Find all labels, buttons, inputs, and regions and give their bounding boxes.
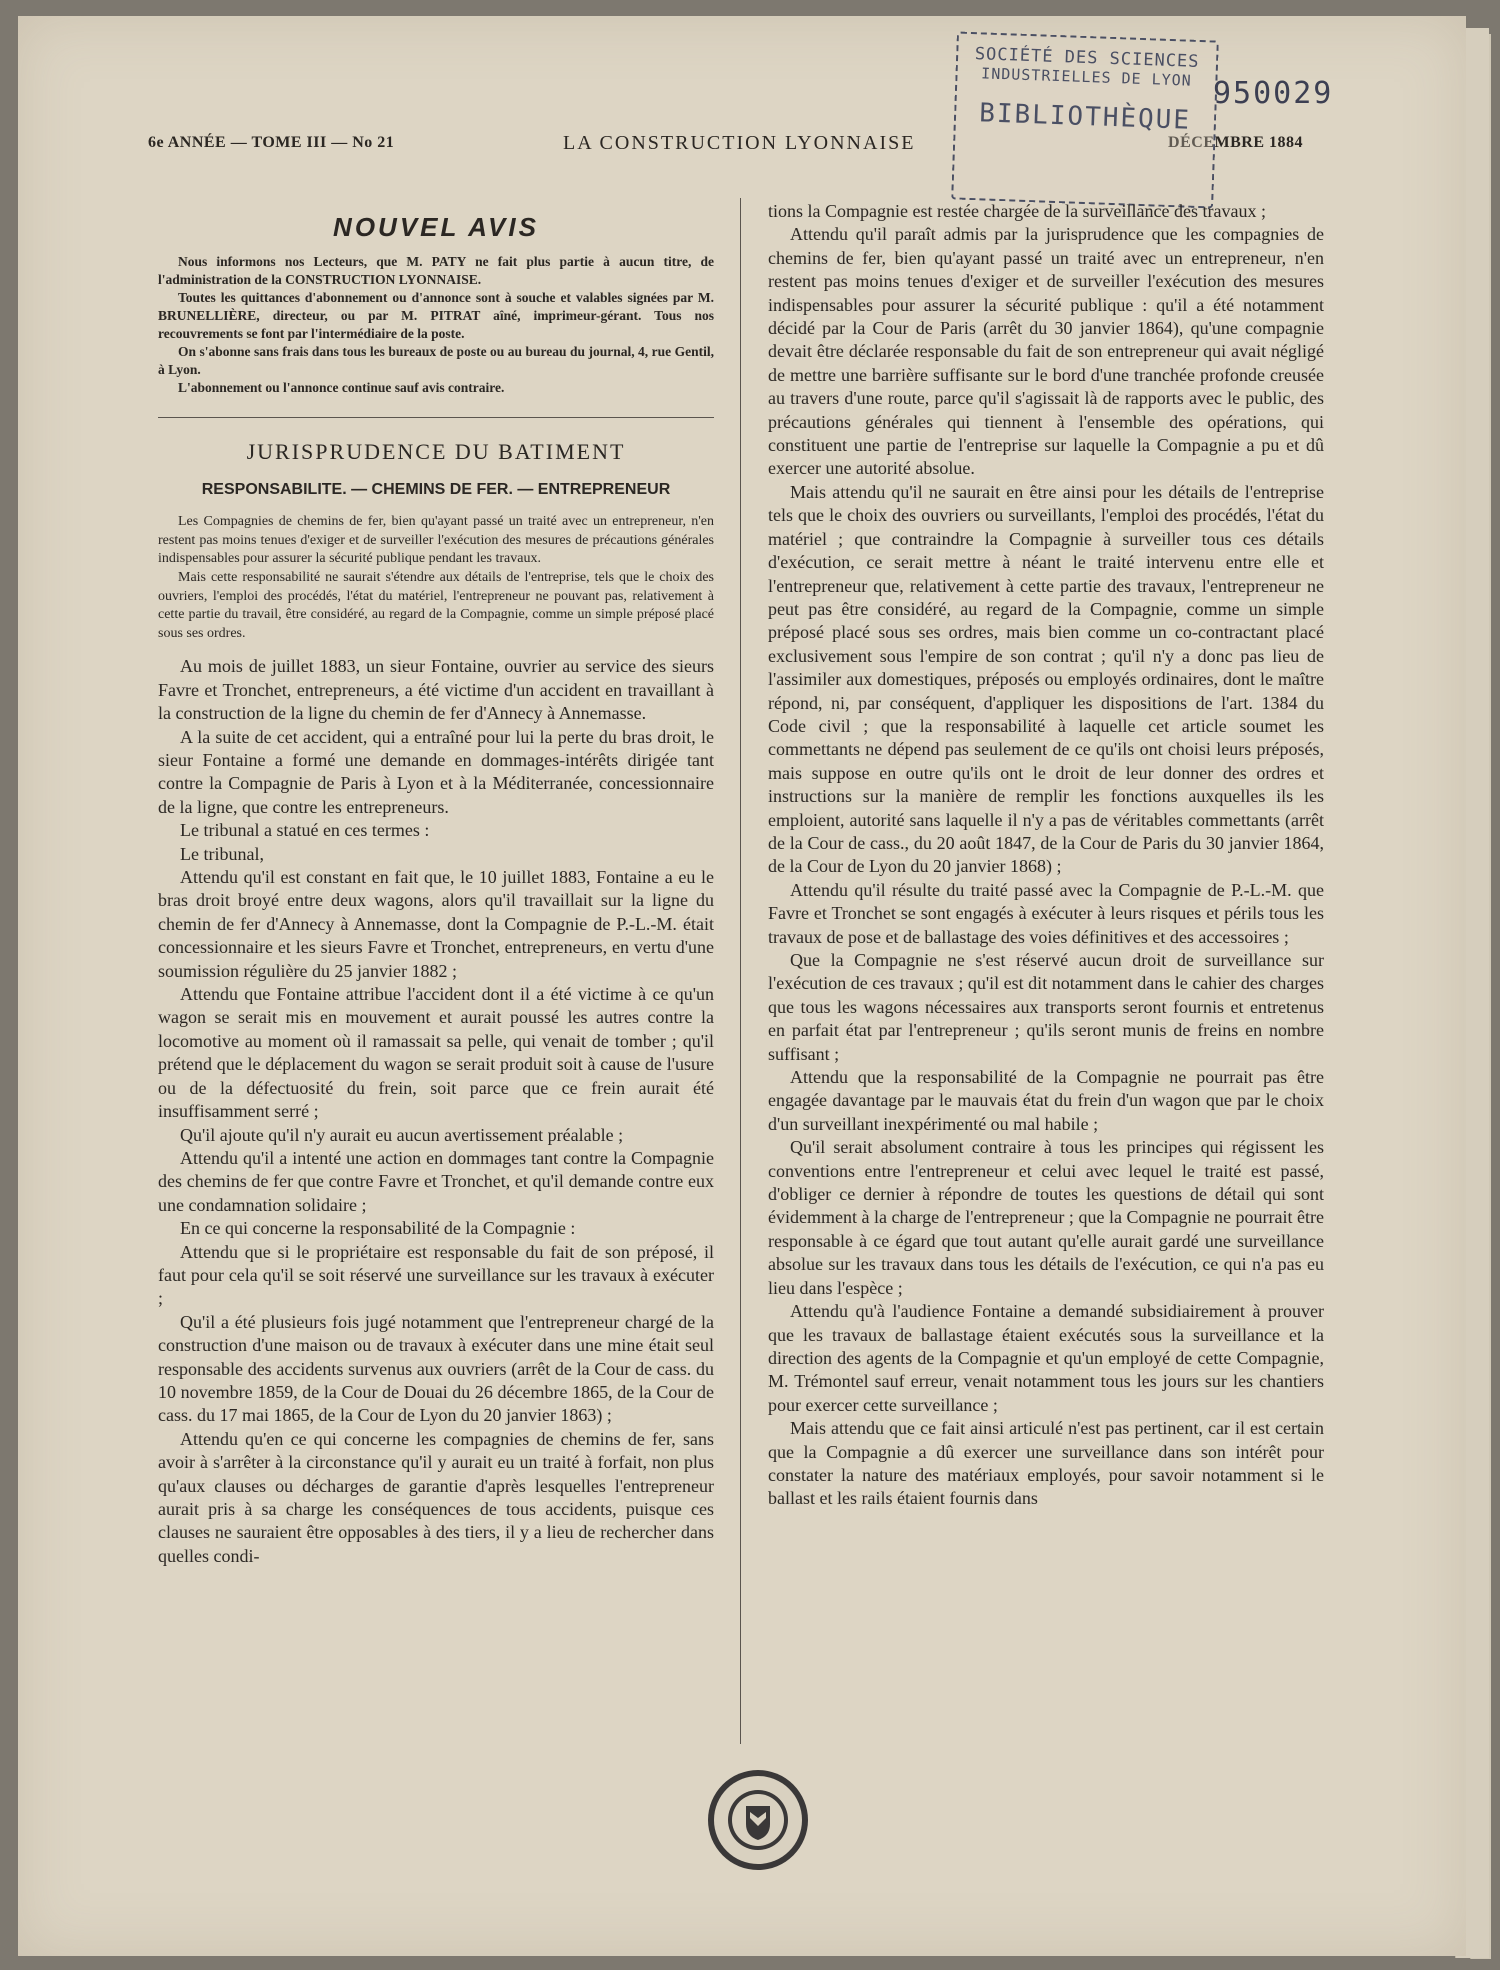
body-paragraph: Le tribunal a statué en ces termes : [180,820,430,841]
stamp-number: 950029 [1213,76,1334,111]
library-stamp [951,31,1219,208]
body-paragraph: Mais attendu que ce fait ainsi articulé n'est pas pertinent, car il est certain que la Compagnie a dû exercer une surveillance dans son intérêt pour constater la nature des matériaux employés, pour savoir notamment si le ballast et les rails étaient fournis dans [768,1418,1324,1509]
article-body-right [768,200,1324,1511]
body-paragraph: Attendu que Fontaine attribue l'accident dont il a été victime à ce qu'un wagon se serait mis en mouvement et aurait poussé les autres contre la locomotive au moment où il ramassait sa pelle, qui venait de tomber ; qu'il prétend que le déplacement du wagon se serait produit soit à cause de l'usure ou de la défectuosité du frein, soit parce que ce frein aurait été insuffisamment serré ; [158,984,714,1122]
article-subtitle: RESPONSABILITE. — CHEMINS DE FER. — ENTREPRENEUR [201,480,671,498]
body-paragraph: Attendu qu'il résulte du traité passé avec la Compagnie de P.-L.-M. que Favre et Tronchet se sont engagés à exécuter à leurs risques et périls tous les travaux de pose et de ballastage des voies définitives et des accessoires ; [768,879,1324,947]
summary-paragraph: Les Compagnies de chemins de fer, bien qu'ayant passé un traité avec un entrepreneur, n'en restent pas moins tenues d'exiger et de surveiller l'exécution des mesures de précautions générales indispensables pour assurer la sécurité publique pendant les travaux. [158,514,714,567]
notice-paragraph: On s'abonne sans frais dans tous les bureaux de poste ou au bureau du journal, 4, rue Gentil, à Lyon. [158,344,714,378]
column-divider [740,198,741,1744]
notice-title: NOUVEL AVIS [333,212,539,242]
body-paragraph: Attendu qu'à l'audience Fontaine a demandé subsidiairement à prouver que les travaux de ballastage étaient exécutés sous la surveillance et la direction des agents de la Compagnie et qu'un employé de cette Compagnie, M. Trémontel sauf erreur, venait notamment tous les jours sur les chantiers pour exercer cette surveillance ; [768,1301,1324,1415]
body-paragraph: Attendu qu'il paraît admis par la jurisprudence que les compagnies de chemins de fer, bien qu'ayant passé un traité avec un entrepreneur, n'en restent pas moins tenues d'exiger et de surveiller l'exécution des mesures indispensables pour assurer la sécurité publique : qu'il a été notamment décidé par la Cour de Paris (arrêt du 30 janvier 1864), qu'une compagnie devait être déclarée responsable du fait de son entrepreneur qui avait négligé de mettre une barrière suffisante sur le bord d'une tranchée profonde creusée au travers d'une route, parce qu'il s'agissait là de rapports avec le public, des précautions générales qui tiennent à l'ensemble des opérations, qui constituent une partie de l'entreprise sur laquelle la Compagnie a pu et dû exercer une autorité absolue. [768,224,1324,479]
body-paragraph: Attendu que si le propriétaire est responsable du fait de son préposé, il faut pour cela qu'il se soit réservé une surveillance sur les travaux à exécuter ; [158,1241,714,1309]
notice-paragraph: L'abonnement ou l'annonce continue sauf avis contraire. [178,380,505,396]
article-body-left [158,655,714,1568]
section-rule [158,417,714,418]
body-paragraph: A la suite de cet accident, qui a entraîné pour lui la perte du bras droit, le sieur Fontaine a formé une demande en dommages-intérêts dirigée tant contre la Compagnie de Paris à Lyon et à la Méditerranée, concessionnaire de la ligne, que contre les entrepreneurs. [158,726,714,817]
body-paragraph: Le tribunal, [180,843,264,864]
body-paragraph: Au mois de juillet 1883, un sieur Fontaine, ouvrier au service des sieurs Favre et Tronchet, entrepreneurs, a été victime d'un accident en travaillant à la construction de la ligne du chemin de fer d'Annecy à Annemasse. [158,656,714,724]
notice-block [158,253,714,397]
notice-paragraph: Nous informons nos Lecteurs, que M. PATY ne fait plus partie à aucun titre, de l'administration de la CONSTRUCTION LYONNAISE. [158,254,714,288]
body-paragraph: Que la Compagnie ne s'est réservé aucun droit de surveillance sur l'exécution de ces travaux ; qu'il est dit notamment dans le cahier des charges que tous les wagons nécessaires aux transports seront fournis et entretenus en parfait état par l'entrepreneur ; qu'ils seront munis de freins en nombre suffisant ; [768,950,1324,1064]
stamp-line-2: INDUSTRIELLES DE LYON [980,64,1193,90]
body-paragraph: Mais attendu qu'il ne saurait en être ainsi pour les détails de l'entreprise tels que le choix des ouvriers ou surveillants, l'emploi des procédés, l'état du matériel ; que contraindre la Compagnie à surveiller tous ces détails d'exécution, ce serait mettre à néant le traité intervenu entre elle et l'entrepreneur que, relativement à cette partie des travaux, l'entrepreneur ne peut pas être considéré, au regard de la Compagnie, comme un simple préposé placé sous ses ordres, mais bien comme un co-contractant placé exclusivement sous l'empire de son contrat ; qu'il n'y a donc pas lieu de l'assimiler aux domestiques, préposés ou employés ordinaires, dont le maître répond, ni, par conséquent, d'appliquer les dispositions de l'art. 1384 du Code civil ; que la responsabilité à laquelle cet article soumet les commettants ne dépend pas seulement de ce qu'ils ont choisi leurs préposés, mais suppose en outre qu'ils ont le droit de leur donner des ordres et instructions sur la manière de remplir les fonctions auxquelles ils les emploient, autorité sans laquelle il n'y a pas de véritables commettants (arrêt de la Cour de cass., du 20 août 1847, de la Cour de Paris du 30 janvier 1864, de la Cour de Lyon du 20 janvier 1868) ; [768,481,1324,877]
library-seal-icon [704,1766,812,1874]
body-paragraph: Qu'il serait absolument contraire à tous les principes qui régissent les conventions entre l'entrepreneur et celui avec lequel le traité est passé, d'obliger ce dernier à répondre de toutes les questions de détail qui sont évidemment à la charge de l'entrepreneur ; que la Compagnie ne pourrait être responsable à ce égard que tout autant qu'elle aurait gardé une surveillance absolue sur les travaux dans tous les détails de l'exécution, ce qui n'a pas eu lieu dans l'espèce ; [768,1137,1324,1298]
article-summary [158,513,714,643]
body-paragraph: Attendu qu'il est constant en fait que, le 10 juillet 1883, Fontaine a eu le bras droit broyé entre deux wagons, alors qu'il travaillait sur la ligne du chemin de fer d'Annecy à Annemasse, dont la Compagnie de P.-L.-M. était concessionnaire et les sieurs Favre et Tronchet, entrepreneurs, en vertu d'une soumission régulière du 25 janvier 1882 ; [158,867,714,981]
article-title: JURISPRUDENCE DU BATIMENT [246,439,626,465]
stamp-line-3: BIBLIOTHÈQUE [978,98,1192,136]
body-paragraph: Qu'il a été plusieurs fois jugé notamment que l'entrepreneur chargé de la construction d'une maison ou de travaux à exécuter dans une mine était seul responsable des accidents survenus aux ouvriers (arrêt de la Cour de cass. du 10 novembre 1859, de la Cour de Douai du 26 décembre 1865, de la Cour de cass. du 17 mai 1865, de la Cour de Lyon du 20 janvier 1863) ; [158,1311,714,1426]
body-paragraph: Attendu qu'en ce qui concerne les compagnies de chemins de fer, sans avoir à s'arrêter à la circonstance qu'il y aurait eu un traité à forfait, non plus qu'aux clauses ou décharges de garantie d'après lesquelles l'entrepreneur aurait pris à sa charge les conséquences de tous accidents, puisque ces clauses ne sauraient être opposables à des tiers, il y a lieu de rechercher dans quelles condi- [158,1428,714,1566]
body-paragraph: En ce qui concerne la responsabilité de la Compagnie : [180,1218,576,1239]
body-paragraph: Qu'il ajoute qu'il n'y aurait eu aucun avertissement préalable ; [180,1124,624,1145]
summary-paragraph: Mais cette responsabilité ne saurait s'étendre aux détails de l'entreprise, tels que le choix des ouvriers, l'emploi des procédés, l'état du matériel, l'entrepreneur ne pouvant pas, relativement à cette partie du travail, être considéré, au regard de la Compagnie, comme un simple préposé placé sous ses ordres. [158,570,714,641]
left-column [158,198,714,1568]
stamp-line-1: SOCIÉTÉ DES SCIENCES [974,44,1200,72]
body-paragraph: Attendu que la responsabilité de la Compagnie ne pourrait pas être engagée davantage par le mauvais état du frein d'un wagon que par le choix d'un surveillant inexpérimenté ou mal habile ; [768,1067,1324,1134]
header-issue: 6e ANNÉE — TOME III — No 21 [148,134,395,151]
body-paragraph: Attendu qu'il a intenté une action en dommages tant contre la Compagnie des chemins de fer que contre Favre et Tronchet, et qu'il demande contre eux une condamnation solidaire ; [158,1147,714,1215]
header-date: DÉCEMBRE 1884 [1168,134,1303,151]
header-journal-title: LA CONSTRUCTION LYONNAISE [563,132,916,154]
notice-paragraph: Toutes les quittances d'abonnement ou d'annonce sont à souche et valables signées par M. BRUNELLIÈRE, directeur, ou par M. PITRAT aîné, imprimeur-gérant. Tous nos recouvrements se font par l'intermédiaire de la poste. [158,290,714,342]
body-paragraph: tions la Compagnie est restée chargée de la surveillance des travaux ; [768,201,1266,221]
right-column [768,200,1324,1511]
